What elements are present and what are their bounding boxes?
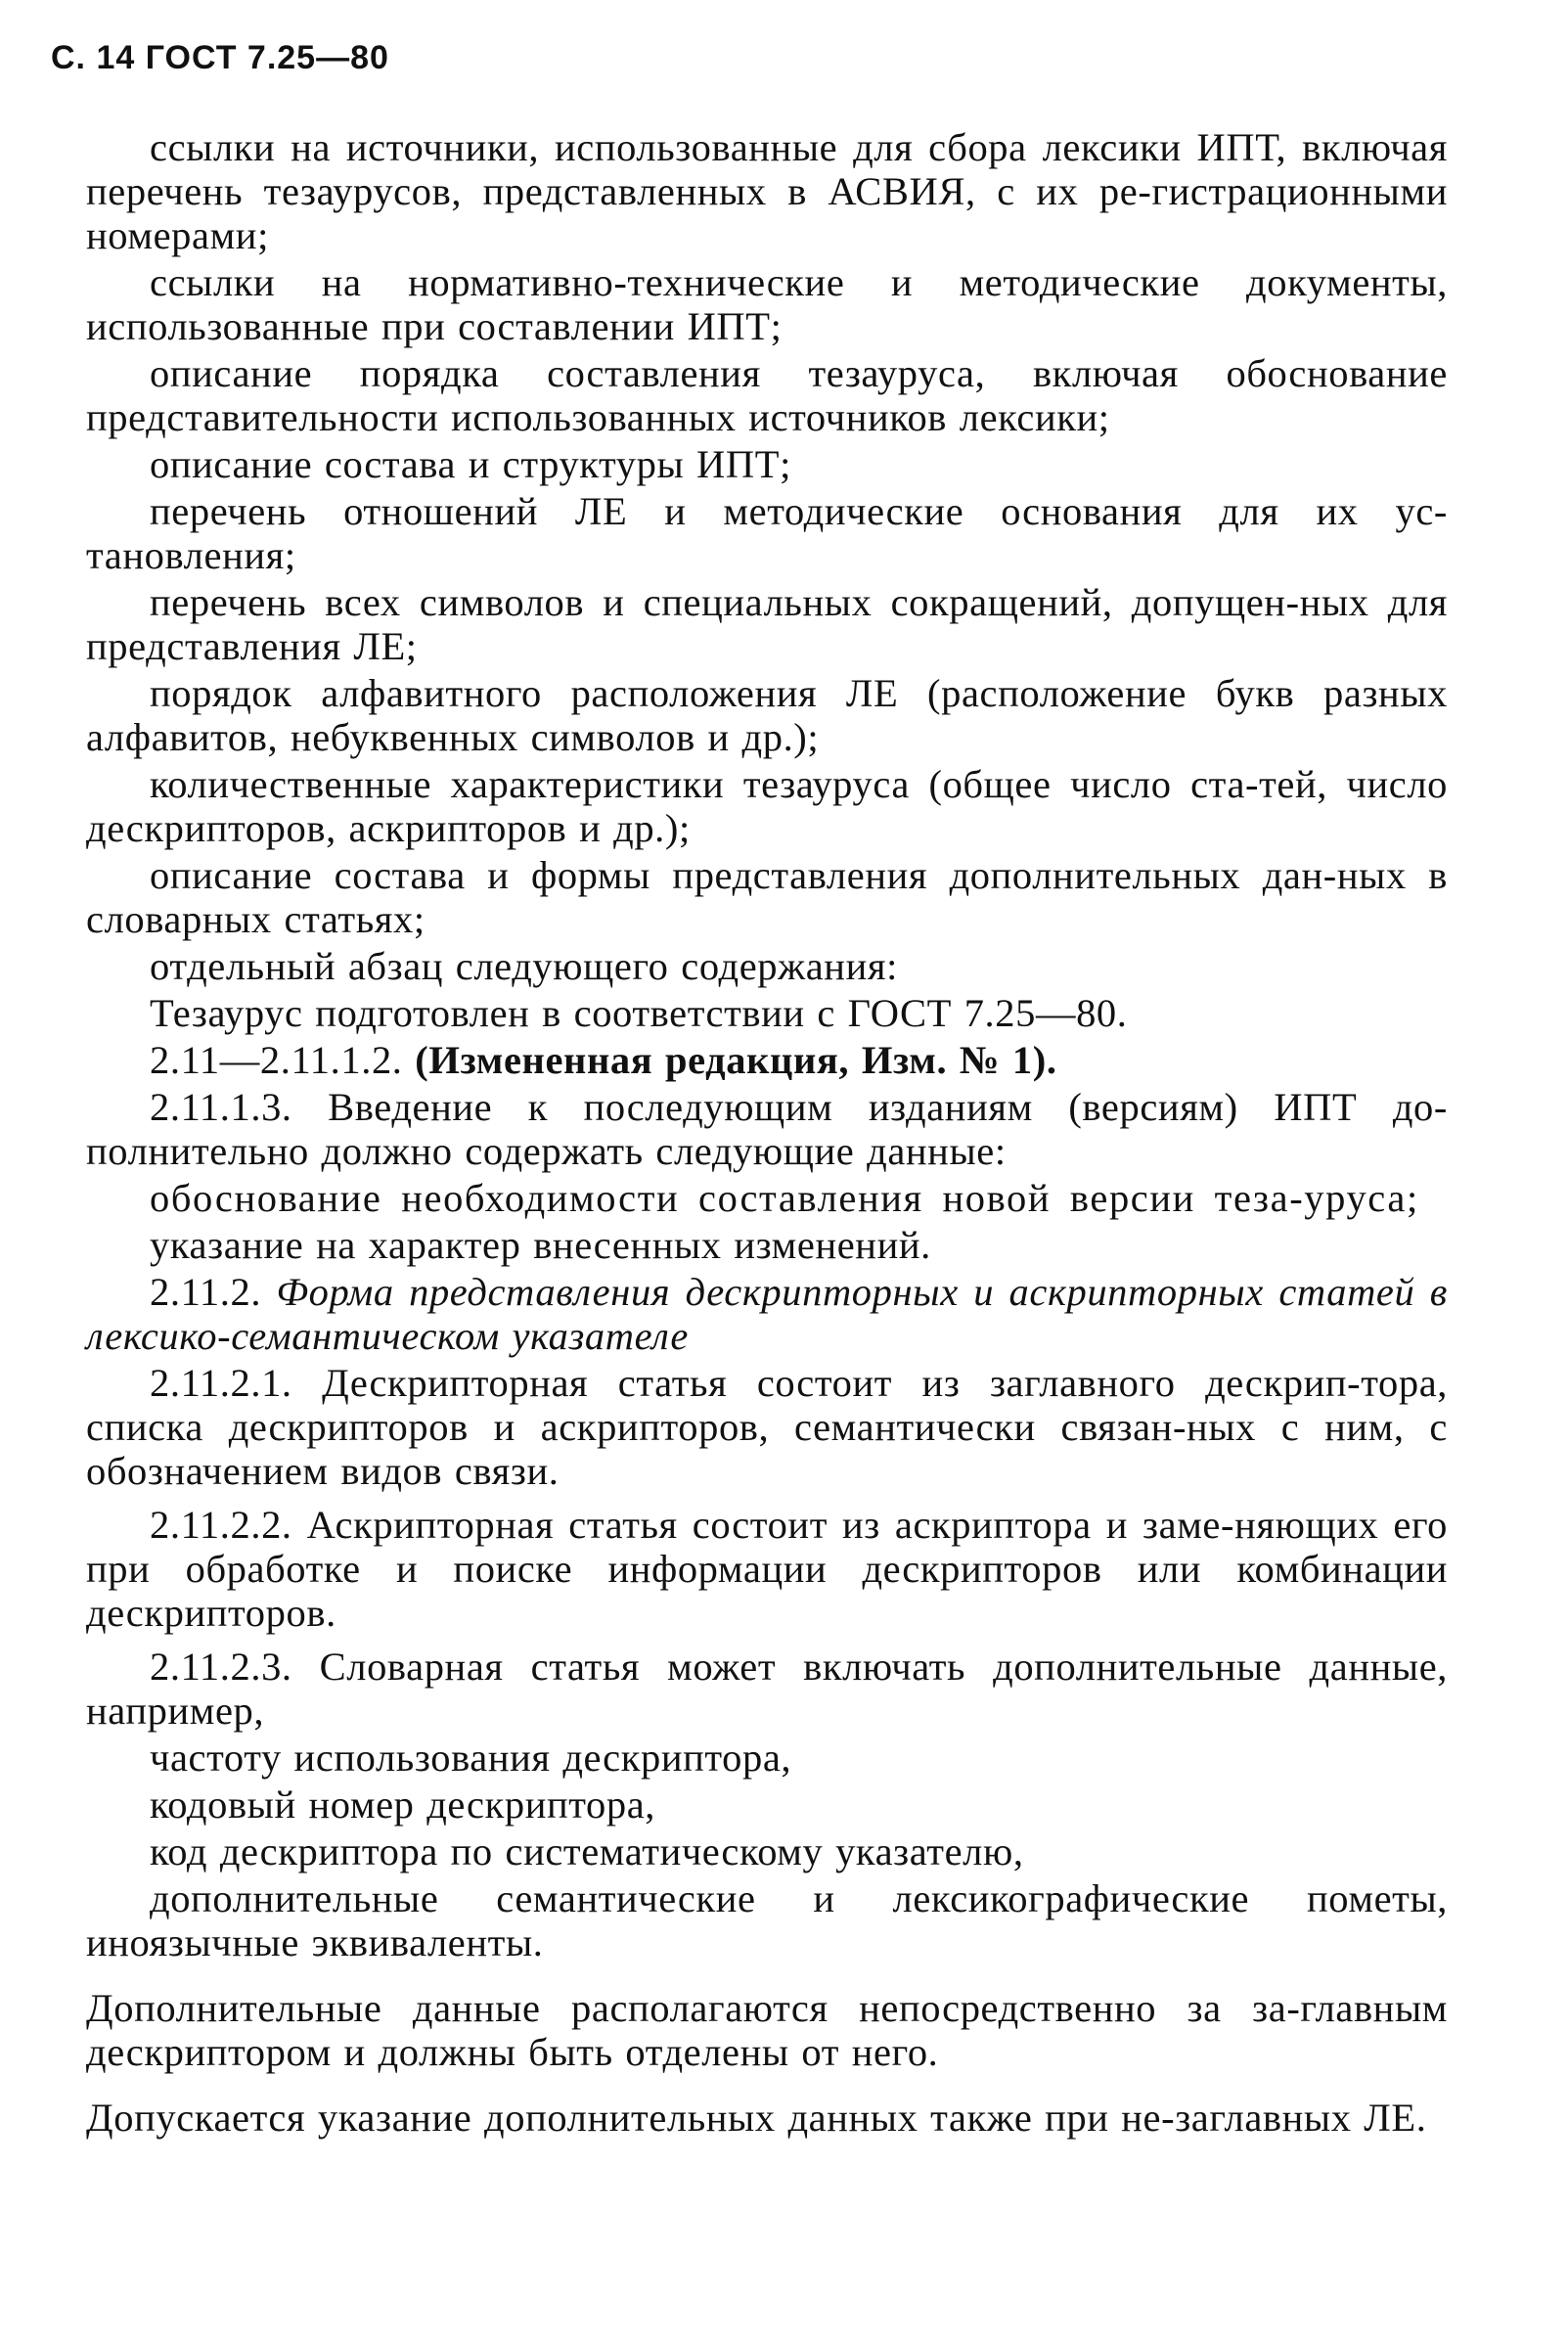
paragraph-separate-abstract: отдельный абзац следующего содержания:: [150, 944, 898, 988]
list-item-code-number: кодовый номер дескриптора,: [150, 1782, 656, 1827]
paragraph-prepared-statement: Тезаурус подготовлен в соответствии с ГОСТ 7.25—80.: [150, 991, 1128, 1035]
amendment-label: (Измененная редакция, Изм. № 1).: [415, 1038, 1057, 1082]
paragraph-sources: ссылки на источники, использованные для сбора лексики ИПТ, включая перечень тезаурусов, представленных в АСВИЯ, с их ре-гистрационными номерами;: [86, 125, 1448, 257]
paragraph-clause-2-11-1-3: 2.11.1.3. Введение к последующим изданиям (версиям) ИПТ до-полнительно должно содержать следующие данные:: [86, 1085, 1448, 1173]
list-item-marks: дополнительные семантические и лексикографические пометы, иноязычные эквиваленты.: [86, 1876, 1448, 1964]
paragraph-alphabetical-order: порядок алфавитного расположения ЛЕ (расположение букв разных алфавитов, небуквенных символов и др.);: [86, 671, 1448, 759]
paragraph-changes: указание на характер внесенных изменений.: [150, 1223, 931, 1267]
paragraph-clause-2-11-2-2: 2.11.2.2. Аскрипторная статья состоит из аскриптора и заме-няющих его при обработке и поиске информации дескрипторов или комбинации дескрипторов.: [86, 1503, 1448, 1635]
paragraph-normative-docs: ссылки на нормативно-технические и методические документы, использованные при составлении ИПТ;: [86, 260, 1448, 348]
paragraph-quantitative: количественные характеристики тезауруса (общее число ста-тей, число дескрипторов, аскрипторов и др.);: [86, 762, 1448, 850]
section-title: Форма представления дескрипторных и аскрипторных статей в лексико-семантическом указателе: [86, 1270, 1448, 1358]
paragraph-relations: перечень отношений ЛЕ и методические основания для их ус-тановления;: [86, 489, 1448, 577]
list-item-frequency: частоту использования дескриптора,: [150, 1736, 792, 1780]
page-header: С. 14 ГОСТ 7.25—80: [51, 39, 389, 76]
paragraph-clause-2-11-2-3: 2.11.2.3. Словарная статья может включать дополнительные данные, например,: [86, 1645, 1448, 1733]
list-item-systematic-code: код дескриптора по систематическому указателю,: [150, 1829, 1024, 1873]
page-body: [86, 125, 1448, 2140]
paragraph-amendment-note: [86, 1038, 1448, 1082]
paragraph-composition: описание состава и структуры ИПТ;: [150, 442, 791, 486]
paragraph-symbols: перечень всех символов и специальных сокращений, допущен-ных для представления ЛЕ;: [86, 580, 1448, 668]
clause-number: 2.11—2.11.1.2.: [150, 1038, 403, 1082]
paragraph-compilation-order: описание порядка составления тезауруса, включая обоснование представительности использованных источников лексики;: [86, 351, 1448, 439]
paragraph-clause-2-11-2-1: 2.11.2.1. Дескрипторная статья состоит из заглавного дескрип-тора, списка дескрипторов и аскрипторов, семантически связан-ных с ним, с обозначением видов связи.: [86, 1361, 1448, 1493]
paragraph-non-head-le: Допускается указание дополнительных данных также при не-заглавных ЛЕ.: [86, 2096, 1427, 2140]
paragraph-justification: обоснование необходимости составления новой версии теза-уруса;: [150, 1176, 1419, 1220]
paragraph-additional-data-form: описание состава и формы представления дополнительных дан-ных в словарных статьях;: [86, 853, 1448, 941]
paragraph-clause-2-11-2: [86, 1270, 1448, 1358]
paragraph-placement: Дополнительные данные располагаются непосредственно за за-главным дескриптором и должны быть отделены от него.: [86, 1986, 1448, 2074]
clause-number: 2.11.2.: [150, 1270, 262, 1314]
